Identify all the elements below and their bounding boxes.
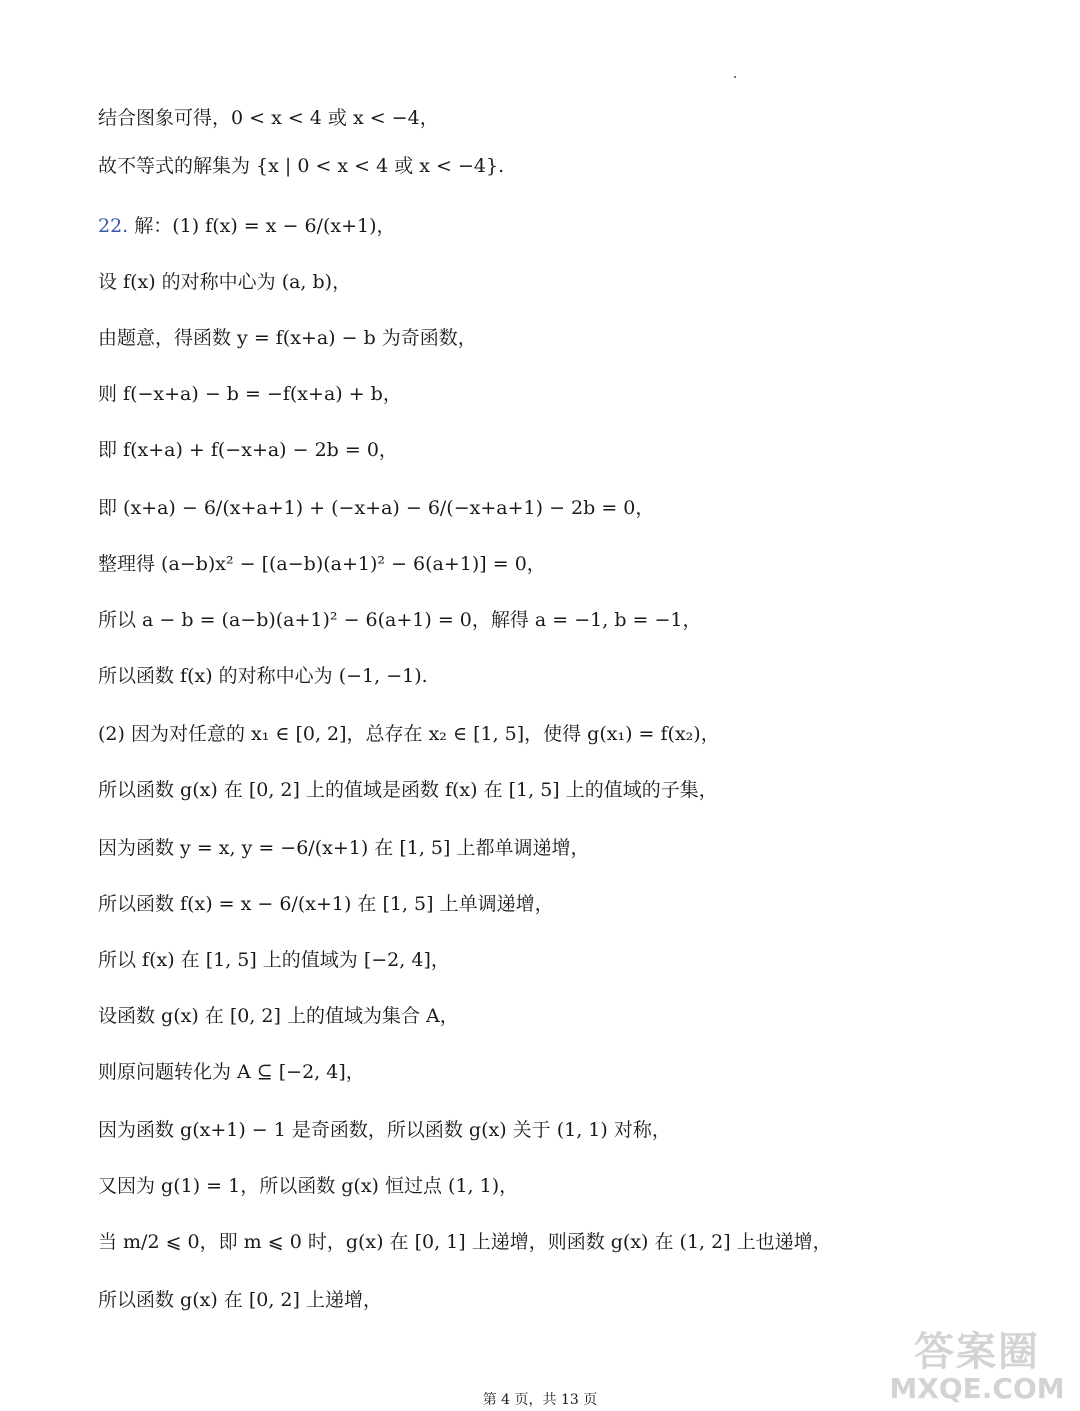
text-line-9: 整理得 (a−b)x² − [(a−b)(a+1)² − 6(a+1)] = 0， <box>98 553 546 575</box>
text-line-1: 结合图象可得，0 < x < 4 或 x < −4， <box>98 107 439 129</box>
text-line-15: 所以函数 f(x) = x − 6/(x+1) 在 [1, 5] 上单调递增， <box>98 893 554 915</box>
text-line-6: 则 f(−x+a) − b = −f(x+a) + b， <box>98 383 402 405</box>
watermark <box>888 1330 1066 1408</box>
text-line-13: 所以函数 g(x) 在 [0, 2] 上的值域是函数 f(x) 在 [1, 5] 上的值域的子集， <box>98 779 718 801</box>
page-footer: 第 4 页，共 13 页 <box>482 1392 598 1408</box>
text-line-19: 因为函数 g(x+1) − 1 是奇函数，所以函数 g(x) 关于 (1, 1) 对称， <box>98 1119 671 1141</box>
text-line-17: 设函数 g(x) 在 [0, 2] 上的值域为集合 A， <box>98 1005 459 1027</box>
text-line-18: 则原问题转化为 A ⊆ [−2, 4]， <box>98 1061 365 1083</box>
speck-dot <box>734 76 736 78</box>
text-line-10: 所以 a − b = (a−b)(a+1)² − 6(a+1) = 0，解得 a = −1, b = −1， <box>98 609 702 631</box>
text-line-4: 设 f(x) 的对称中心为 (a, b)， <box>98 271 352 293</box>
text-line-21: 当 m/2 ⩽ 0，即 m ⩽ 0 时，g(x) 在 [0, 1] 上递增，则函数 g(x) 在 (1, 2] 上也递增， <box>98 1231 832 1253</box>
text-line-14: 因为函数 y = x, y = −6/(x+1) 在 [1, 5] 上都单调递增， <box>98 837 590 859</box>
question-number: 22. <box>98 215 129 237</box>
text-line-3 <box>98 214 396 238</box>
text-line-8: 即 (x+a) − 6/(x+a+1) + (−x+a) − 6/(−x+a+1) − 2b = 0， <box>98 497 655 519</box>
watermark-site: MXQE.COM <box>889 1372 1065 1405</box>
text-line-16: 所以 f(x) 在 [1, 5] 上的值域为 [−2, 4]， <box>98 949 450 971</box>
text-line-22: 所以函数 g(x) 在 [0, 2] 上递增， <box>98 1289 382 1311</box>
text-line-11: 所以函数 f(x) 的对称中心为 (−1, −1). <box>98 665 428 687</box>
text-line-20: 又因为 g(1) = 1，所以函数 g(x) 恒过点 (1, 1)， <box>98 1175 519 1197</box>
text-line-12: (2) 因为对任意的 x₁ ∈ [0, 2]，总存在 x₂ ∈ [1, 5]，使得 g(x₁) = f(x₂)， <box>98 723 720 745</box>
text-line-2: 故不等式的解集为 {x | 0 < x < 4 或 x < −4}. <box>98 155 505 177</box>
text-line-3-content: 解：(1) f(x) = x − 6/(x+1)， <box>134 215 396 237</box>
text-line-7: 即 f(x+a) + f(−x+a) − 2b = 0， <box>98 439 398 461</box>
text-line-5: 由题意，得函数 y = f(x+a) − b 为奇函数， <box>98 327 477 349</box>
watermark-logo: 答案圈 <box>914 1329 1040 1375</box>
